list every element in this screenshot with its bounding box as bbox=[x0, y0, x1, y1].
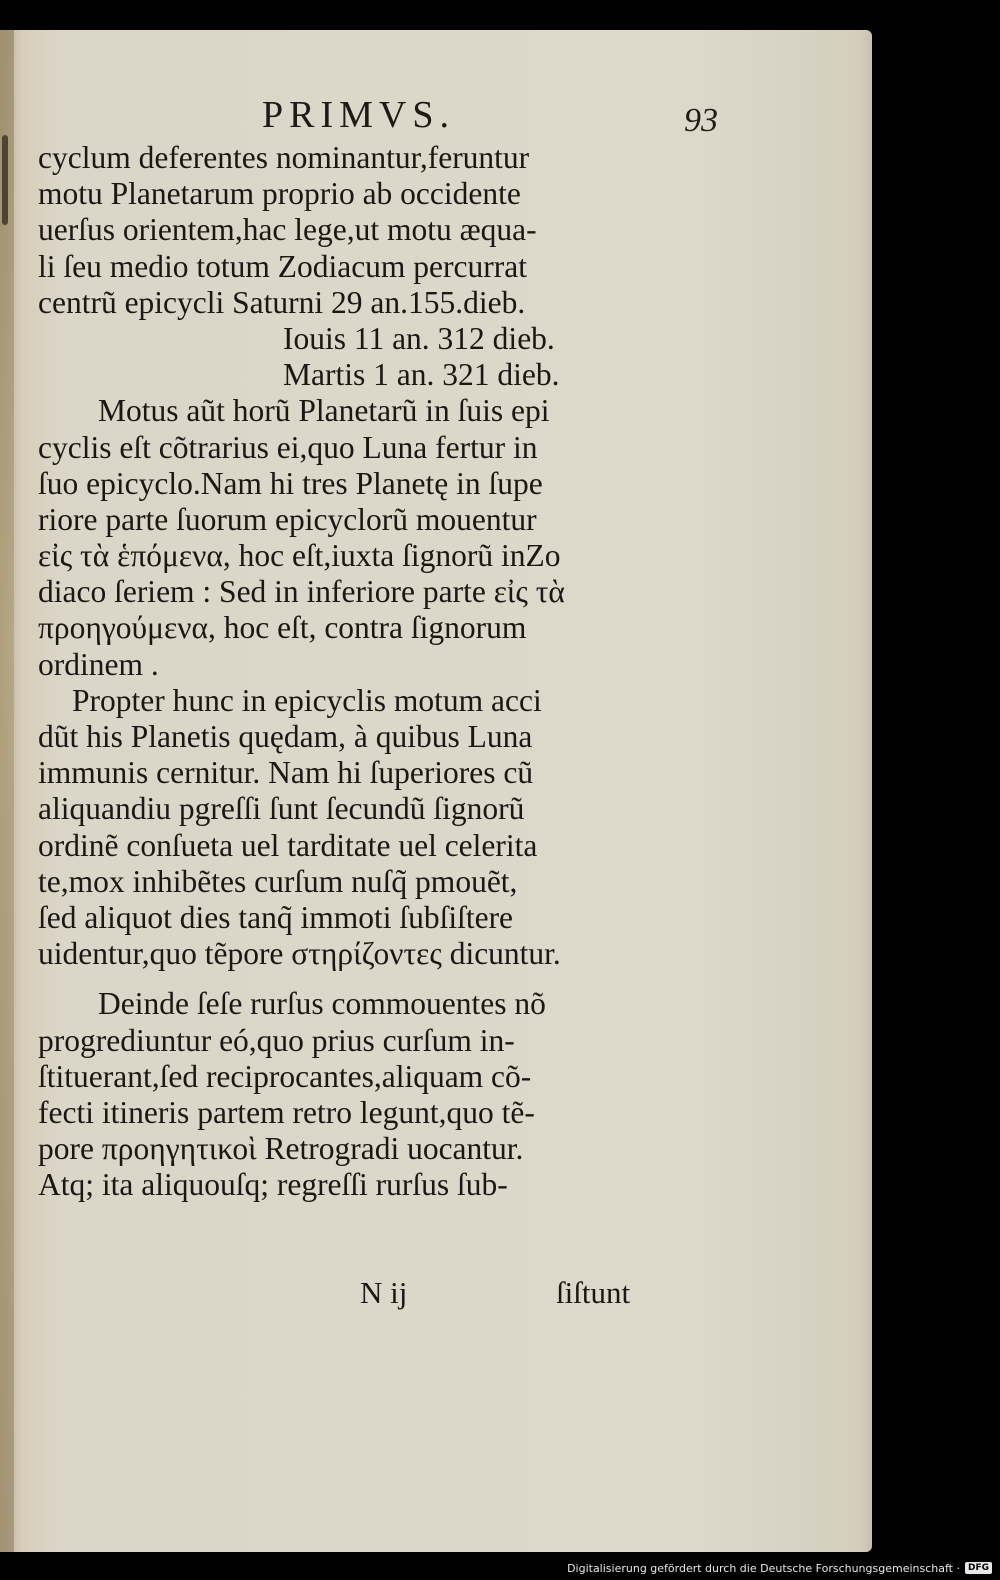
gutter-mark bbox=[2, 135, 8, 225]
text-line: Propter hunc in epicyclis motum acci bbox=[72, 682, 542, 718]
text-line: cyclis eſt cõtrarius ei,quo Luna fertur in bbox=[38, 429, 538, 465]
text-line: cyclum deferentes nominantur,feruntur bbox=[38, 140, 530, 175]
digitization-footer bbox=[567, 1559, 992, 1577]
text-line: ordinẽ conſueta uel tarditate uel celerita bbox=[38, 827, 538, 863]
text-line: te,mox inhibẽtes curſum nuſq̃ pmouẽt, bbox=[38, 863, 518, 899]
dfg-logo-icon: DFG bbox=[965, 1562, 992, 1574]
text-line: ſtituerant,ſed reciprocantes,aliquam cõ- bbox=[38, 1058, 532, 1094]
text-line: ordinem . bbox=[38, 646, 159, 682]
page-edge-stain bbox=[0, 30, 14, 1552]
text-line: ſed aliquot dies tanq̃ immoti ſubſiſtere bbox=[38, 899, 514, 935]
text-line: εἰς τὰ ἑπόμενα, hoc eſt,iuxta ſignorũ inZo bbox=[38, 538, 561, 574]
text-line: uidentur,quo tẽpore στηρίζοντες dicuntur. bbox=[38, 936, 561, 972]
text-line: Martis 1 an. 321 dieb. bbox=[283, 357, 560, 393]
text-line: motu Planetarum proprio ab occidente bbox=[38, 176, 521, 212]
text-line: diaco ſeriem : Sed in inferiore parte εἰς τὰ bbox=[38, 574, 565, 610]
text-line: uerſus orientem,hac lege,ut motu æqua- bbox=[38, 212, 537, 248]
text-line: progrediuntur eó,quo prius curſum in- bbox=[38, 1022, 515, 1058]
text-line: aliquandiu pgreſſi ſunt ſecundũ ſignorũ bbox=[38, 791, 525, 827]
folio-number: 93 bbox=[684, 102, 718, 139]
body-text bbox=[38, 140, 663, 1203]
text-line: riore parte ſuorum epicyclorũ mouentur bbox=[38, 501, 537, 537]
text-line: li ſeu medio totum Zodiacum percurrat bbox=[38, 248, 527, 284]
text-line: centrũ epicycli Saturni 29 an.155.dieb. bbox=[38, 284, 526, 320]
text-line: immunis cernitur. Nam hi ſuperiores cũ bbox=[38, 755, 534, 791]
text-line: Motus aũt horũ Planetarũ in ſuis epi bbox=[98, 393, 550, 429]
text-line: Atq; ita aliquouſq; regreſſi rurſus ſub- bbox=[38, 1167, 508, 1203]
text-line: pore προηγητικοὶ Retrogradi uocantur. bbox=[38, 1131, 524, 1167]
text-line: dũt his Planetis quędam, à quibus Luna bbox=[38, 719, 533, 754]
text-line: Iouis 11 an. 312 dieb. bbox=[283, 320, 555, 356]
text-line: Deinde ſeſe rurſus commouentes nõ bbox=[98, 986, 546, 1022]
footer-text: Digitalisierung gefördert durch die Deutsche Forschungsgemeinschaft · bbox=[567, 1561, 960, 1575]
catchword: ſiſtunt bbox=[556, 1275, 631, 1310]
text-line: προηγούμενα, hoc eſt, contra ſignorum bbox=[38, 610, 527, 646]
signature-mark: N ij bbox=[360, 1275, 408, 1310]
text-line: fecti itineris partem retro legunt,quo tẽ- bbox=[38, 1094, 535, 1130]
text-line: ſuo epicyclo.Nam hi tres Planetę in ſupe bbox=[38, 465, 543, 501]
running-title: PRIMVS. bbox=[262, 94, 455, 136]
